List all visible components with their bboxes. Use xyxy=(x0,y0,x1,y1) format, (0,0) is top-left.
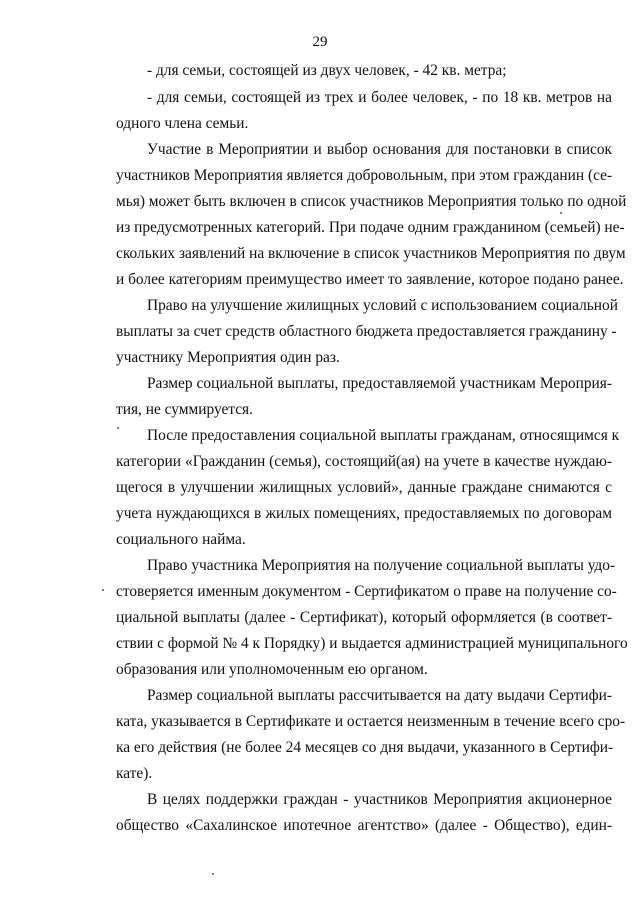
text-line: щегося в улучшении жилищных условий», данные граждане снимаются с xyxy=(116,479,612,496)
text-line: Размер социальной выплаты, предоставляемой участникам Мероприя- xyxy=(147,375,612,392)
text-line: участников Мероприятия является добровольным, при этом гражданин (се- xyxy=(116,167,613,184)
text-line: - для семьи, состоящей из двух человек, - 42 кв. метра; xyxy=(147,62,507,79)
text-line: выплаты за счет средств областного бюджета предоставляется гражданину - xyxy=(116,323,617,340)
text-line: ката, указывается в Сертификате и остается неизменным в течение всего сро- xyxy=(116,713,626,730)
text-line: из предусмотренных категорий. При подаче одним гражданином (семьей) не- xyxy=(116,219,625,236)
text-line: циальной выплаты (далее - Сертификат), который оформляется (в соответ- xyxy=(116,609,612,626)
text-line: образования или уполномоченным ею органом. xyxy=(116,661,428,678)
text-line: категории «Гражданин (семья), состоящий(ая) на учете в качестве нуждаю- xyxy=(116,453,612,470)
text-line: общество «Сахалинское ипотечное агентство» (далее - Общество), един- xyxy=(116,817,612,834)
text-line: социального найма. xyxy=(116,531,246,548)
text-line: Право на улучшение жилищных условий с использованием социальной xyxy=(147,297,618,314)
scan-speck xyxy=(117,427,119,429)
text-line: Право участника Мероприятия на получение социальной выплаты удо- xyxy=(147,557,616,574)
text-line: и более категориям преимущество имеет то заявление, которое подано ранее. xyxy=(116,271,624,288)
text-line: мья) может быть включен в список участников Мероприятия только по одной xyxy=(116,193,627,210)
scan-speck xyxy=(102,589,104,591)
text-line: участнику Мероприятия один раз. xyxy=(116,349,340,366)
scan-speck xyxy=(212,873,214,875)
text-line: ствии с формой № 4 к Порядку) и выдается администрацией муниципального xyxy=(116,635,628,652)
text-line: скольких заявлений на включение в список участников Мероприятия по двум xyxy=(116,245,626,262)
text-line: тия, не суммируется. xyxy=(116,401,253,418)
text-line: Размер социальной выплаты рассчитывается на дату выдачи Сертифи- xyxy=(147,687,612,704)
text-line: Участие в Мероприятии и выбор основания для постановки в список xyxy=(147,141,612,158)
page-number: 29 xyxy=(312,34,328,50)
text-line: кате). xyxy=(116,765,153,782)
text-line: стоверяется именным документом - Сертификатом о праве на получение со- xyxy=(116,583,617,600)
text-line: ка его действия (не более 24 месяцев со дня выдачи, указанного в Сертифи- xyxy=(116,739,614,756)
text-line: - для семьи, состоящей из трех и более человек, - по 18 кв. метров на xyxy=(147,89,612,106)
text-line: В целях поддержки граждан - участников Мероприятия акционерное xyxy=(147,791,612,808)
scan-speck xyxy=(560,212,562,214)
text-line: одного члена семьи. xyxy=(116,115,249,132)
text-line: учета нуждающихся в жилых помещениях, предоставляемых по договорам xyxy=(116,505,612,522)
text-line: После предоставления социальной выплаты гражданам, относящимся к xyxy=(147,427,620,444)
